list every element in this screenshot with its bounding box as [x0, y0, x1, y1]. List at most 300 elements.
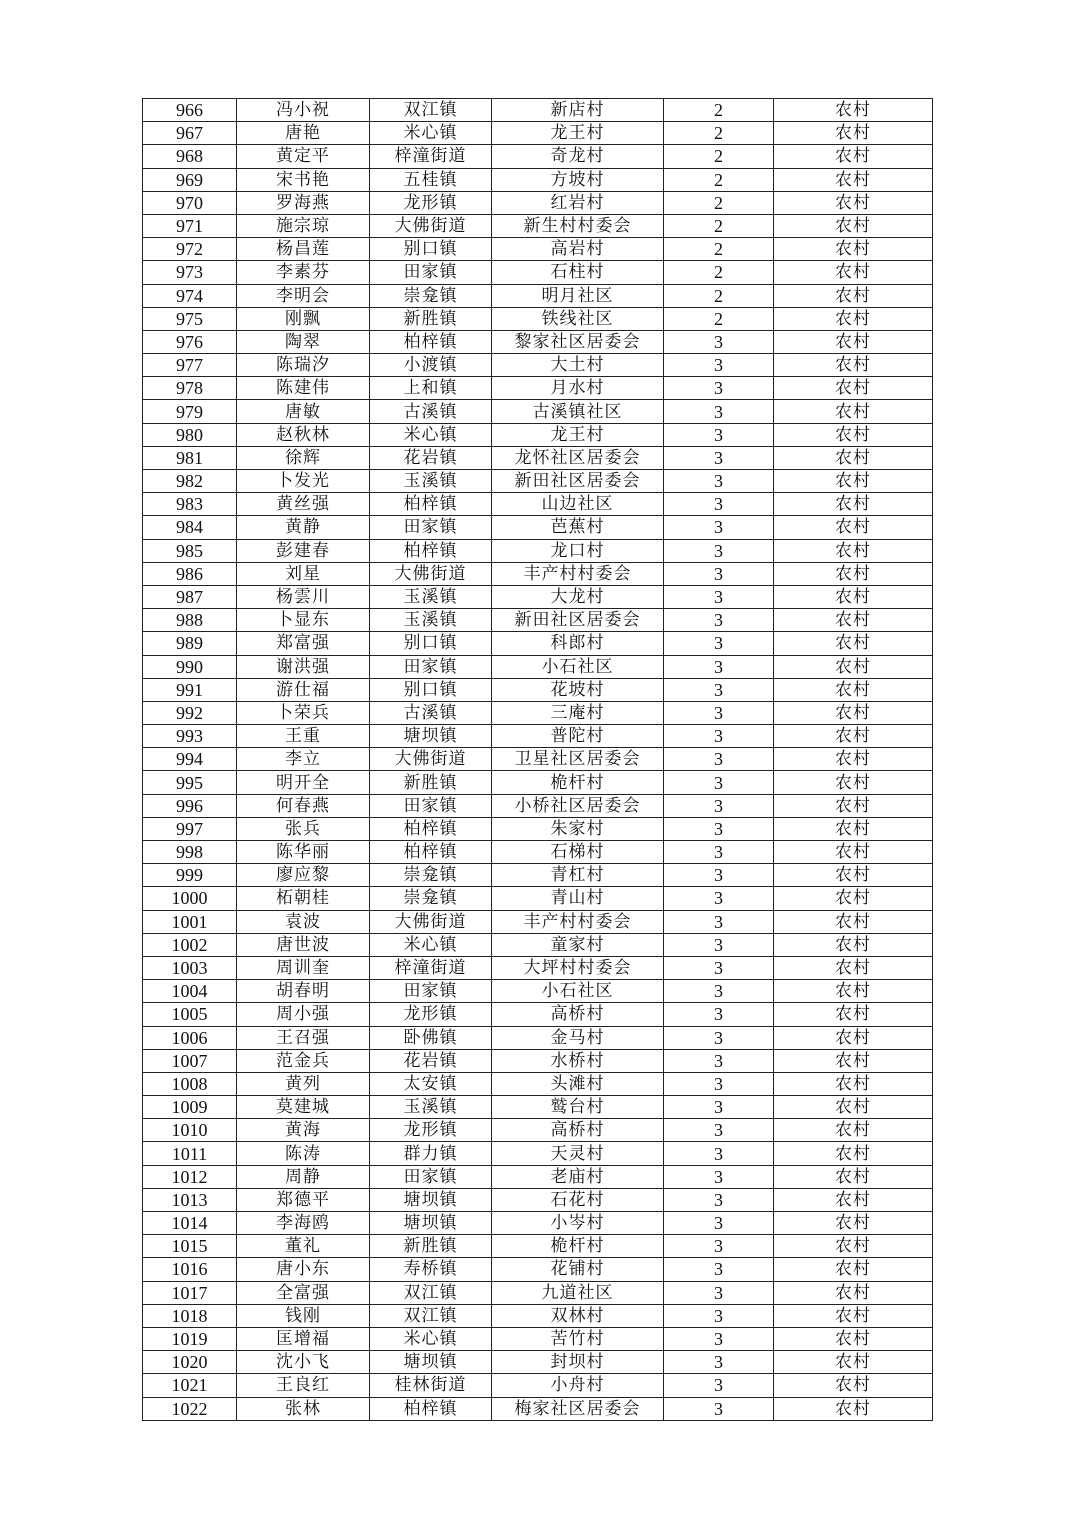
village-name: 小石社区	[492, 980, 664, 1003]
row-number: 1009	[143, 1096, 237, 1119]
table-row	[143, 400, 933, 423]
town-name: 塘坝镇	[370, 1212, 492, 1235]
table-row	[143, 1072, 933, 1095]
count-value: 3	[664, 794, 774, 817]
category-value: 农村	[774, 354, 933, 377]
town-name: 田家镇	[370, 980, 492, 1003]
row-number: 996	[143, 794, 237, 817]
town-name: 米心镇	[370, 423, 492, 446]
count-value: 3	[664, 1374, 774, 1397]
category-value: 农村	[774, 168, 933, 191]
town-name: 玉溪镇	[370, 609, 492, 632]
village-name: 龙怀社区居委会	[492, 446, 664, 469]
person-name: 卜荣兵	[237, 701, 370, 724]
count-value: 3	[664, 1235, 774, 1258]
person-name: 唐艳	[237, 122, 370, 145]
person-name: 周静	[237, 1165, 370, 1188]
table-row	[143, 1281, 933, 1304]
table-row	[143, 1235, 933, 1258]
person-name: 刘星	[237, 562, 370, 585]
row-number: 1008	[143, 1072, 237, 1095]
town-name: 崇龛镇	[370, 864, 492, 887]
row-number: 1017	[143, 1281, 237, 1304]
row-number: 998	[143, 841, 237, 864]
village-name: 鹫台村	[492, 1096, 664, 1119]
row-number: 990	[143, 655, 237, 678]
category-value: 农村	[774, 701, 933, 724]
category-value: 农村	[774, 1096, 933, 1119]
row-number: 970	[143, 191, 237, 214]
count-value: 3	[664, 493, 774, 516]
person-name: 黄静	[237, 516, 370, 539]
count-value: 3	[664, 539, 774, 562]
town-name: 新胜镇	[370, 771, 492, 794]
village-name: 桅杆村	[492, 1235, 664, 1258]
table-row	[143, 214, 933, 237]
category-value: 农村	[774, 632, 933, 655]
category-value: 农村	[774, 400, 933, 423]
row-number: 967	[143, 122, 237, 145]
person-name: 陈华丽	[237, 841, 370, 864]
category-value: 农村	[774, 817, 933, 840]
count-value: 2	[664, 307, 774, 330]
row-number: 983	[143, 493, 237, 516]
count-value: 3	[664, 1119, 774, 1142]
village-name: 童家村	[492, 933, 664, 956]
table-row	[143, 585, 933, 608]
village-name: 龙王村	[492, 423, 664, 446]
village-name: 桅杆村	[492, 771, 664, 794]
count-value: 3	[664, 470, 774, 493]
count-value: 3	[664, 1212, 774, 1235]
person-name: 周训奎	[237, 956, 370, 979]
village-name: 奇龙村	[492, 145, 664, 168]
village-name: 新田社区居委会	[492, 609, 664, 632]
person-name: 沈小飞	[237, 1351, 370, 1374]
table-row	[143, 1327, 933, 1350]
category-value: 农村	[774, 864, 933, 887]
village-name: 三庵村	[492, 701, 664, 724]
person-name: 李立	[237, 748, 370, 771]
town-name: 田家镇	[370, 1165, 492, 1188]
category-value: 农村	[774, 1212, 933, 1235]
village-name: 山边社区	[492, 493, 664, 516]
row-number: 1013	[143, 1188, 237, 1211]
category-value: 农村	[774, 678, 933, 701]
count-value: 3	[664, 771, 774, 794]
table-row	[143, 354, 933, 377]
town-name: 柏梓镇	[370, 493, 492, 516]
person-name: 李明会	[237, 284, 370, 307]
person-name: 卜显东	[237, 609, 370, 632]
town-name: 玉溪镇	[370, 470, 492, 493]
person-name: 王重	[237, 725, 370, 748]
row-number: 1015	[143, 1235, 237, 1258]
town-name: 新胜镇	[370, 307, 492, 330]
village-name: 高桥村	[492, 1119, 664, 1142]
category-value: 农村	[774, 655, 933, 678]
person-name: 胡春明	[237, 980, 370, 1003]
table-row	[143, 655, 933, 678]
village-name: 天灵村	[492, 1142, 664, 1165]
table-row	[143, 377, 933, 400]
count-value: 3	[664, 423, 774, 446]
count-value: 3	[664, 910, 774, 933]
category-value: 农村	[774, 1258, 933, 1281]
town-name: 玉溪镇	[370, 1096, 492, 1119]
row-number: 1022	[143, 1397, 237, 1420]
person-name: 周小强	[237, 1003, 370, 1026]
row-number: 989	[143, 632, 237, 655]
category-value: 农村	[774, 1281, 933, 1304]
row-number: 1021	[143, 1374, 237, 1397]
table-row	[143, 864, 933, 887]
person-name: 赵秋林	[237, 423, 370, 446]
person-name: 卜发光	[237, 470, 370, 493]
count-value: 3	[664, 1049, 774, 1072]
category-value: 农村	[774, 956, 933, 979]
category-value: 农村	[774, 516, 933, 539]
count-value: 2	[664, 122, 774, 145]
table-row	[143, 632, 933, 655]
category-value: 农村	[774, 609, 933, 632]
town-name: 别口镇	[370, 632, 492, 655]
town-name: 古溪镇	[370, 701, 492, 724]
person-name: 陈涛	[237, 1142, 370, 1165]
row-number: 1003	[143, 956, 237, 979]
row-number: 993	[143, 725, 237, 748]
person-name: 唐世波	[237, 933, 370, 956]
category-value: 农村	[774, 771, 933, 794]
count-value: 2	[664, 261, 774, 284]
town-name: 群力镇	[370, 1142, 492, 1165]
category-value: 农村	[774, 1235, 933, 1258]
count-value: 3	[664, 748, 774, 771]
row-number: 1006	[143, 1026, 237, 1049]
table-row	[143, 1165, 933, 1188]
person-name: 唐敏	[237, 400, 370, 423]
town-name: 别口镇	[370, 678, 492, 701]
village-name: 头滩村	[492, 1072, 664, 1095]
row-number: 979	[143, 400, 237, 423]
category-value: 农村	[774, 284, 933, 307]
village-name: 古溪镇社区	[492, 400, 664, 423]
count-value: 2	[664, 99, 774, 122]
village-name: 老庙村	[492, 1165, 664, 1188]
village-name: 铁线社区	[492, 307, 664, 330]
category-value: 农村	[774, 841, 933, 864]
count-value: 3	[664, 585, 774, 608]
town-name: 双江镇	[370, 1281, 492, 1304]
category-value: 农村	[774, 377, 933, 400]
category-value: 农村	[774, 191, 933, 214]
village-name: 红岩村	[492, 191, 664, 214]
person-name: 郑德平	[237, 1188, 370, 1211]
count-value: 3	[664, 1258, 774, 1281]
person-name: 杨昌莲	[237, 238, 370, 261]
table-row	[143, 678, 933, 701]
village-name: 芭蕉村	[492, 516, 664, 539]
count-value: 3	[664, 609, 774, 632]
person-name: 匡增福	[237, 1327, 370, 1350]
category-value: 农村	[774, 887, 933, 910]
town-name: 太安镇	[370, 1072, 492, 1095]
table-row	[143, 168, 933, 191]
town-name: 龙形镇	[370, 1119, 492, 1142]
row-number: 988	[143, 609, 237, 632]
village-name: 青杠村	[492, 864, 664, 887]
village-name: 水桥村	[492, 1049, 664, 1072]
row-number: 1004	[143, 980, 237, 1003]
table-row	[143, 122, 933, 145]
village-name: 高岩村	[492, 238, 664, 261]
person-name: 黄丝强	[237, 493, 370, 516]
count-value: 2	[664, 191, 774, 214]
count-value: 3	[664, 377, 774, 400]
town-name: 桂林街道	[370, 1374, 492, 1397]
table-row	[143, 1142, 933, 1165]
town-name: 五桂镇	[370, 168, 492, 191]
category-value: 农村	[774, 1142, 933, 1165]
person-name: 钱刚	[237, 1304, 370, 1327]
row-number: 1005	[143, 1003, 237, 1026]
category-value: 农村	[774, 470, 933, 493]
table-row	[143, 609, 933, 632]
table-row	[143, 933, 933, 956]
person-name: 李素芬	[237, 261, 370, 284]
village-name: 九道社区	[492, 1281, 664, 1304]
count-value: 3	[664, 817, 774, 840]
person-name: 董礼	[237, 1235, 370, 1258]
table-row	[143, 980, 933, 1003]
town-name: 大佛街道	[370, 748, 492, 771]
table-row	[143, 191, 933, 214]
town-name: 大佛街道	[370, 562, 492, 585]
count-value: 2	[664, 168, 774, 191]
town-name: 龙形镇	[370, 1003, 492, 1026]
person-name: 施宗琼	[237, 214, 370, 237]
person-name: 李海鸥	[237, 1212, 370, 1235]
town-name: 柏梓镇	[370, 841, 492, 864]
town-name: 大佛街道	[370, 910, 492, 933]
village-name: 科郎村	[492, 632, 664, 655]
row-number: 1016	[143, 1258, 237, 1281]
roster-table-body	[143, 99, 933, 1421]
table-row	[143, 145, 933, 168]
table-row	[143, 446, 933, 469]
table-row	[143, 284, 933, 307]
count-value: 2	[664, 214, 774, 237]
person-name: 范金兵	[237, 1049, 370, 1072]
village-name: 新田社区居委会	[492, 470, 664, 493]
village-name: 封坝村	[492, 1351, 664, 1374]
count-value: 3	[664, 655, 774, 678]
table-row	[143, 562, 933, 585]
town-name: 塘坝镇	[370, 1351, 492, 1374]
count-value: 3	[664, 354, 774, 377]
town-name: 大佛街道	[370, 214, 492, 237]
table-row	[143, 794, 933, 817]
category-value: 农村	[774, 562, 933, 585]
row-number: 980	[143, 423, 237, 446]
count-value: 3	[664, 1072, 774, 1095]
roster-table	[142, 98, 933, 1421]
village-name: 花铺村	[492, 1258, 664, 1281]
row-number: 1011	[143, 1142, 237, 1165]
row-number: 1001	[143, 910, 237, 933]
table-row	[143, 307, 933, 330]
count-value: 3	[664, 1188, 774, 1211]
row-number: 1000	[143, 887, 237, 910]
count-value: 3	[664, 446, 774, 469]
category-value: 农村	[774, 423, 933, 446]
row-number: 981	[143, 446, 237, 469]
table-row	[143, 956, 933, 979]
village-name: 新生村村委会	[492, 214, 664, 237]
person-name: 张兵	[237, 817, 370, 840]
row-number: 978	[143, 377, 237, 400]
category-value: 农村	[774, 307, 933, 330]
category-value: 农村	[774, 1188, 933, 1211]
count-value: 3	[664, 1096, 774, 1119]
count-value: 3	[664, 1142, 774, 1165]
category-value: 农村	[774, 122, 933, 145]
person-name: 徐辉	[237, 446, 370, 469]
person-name: 王召强	[237, 1026, 370, 1049]
row-number: 999	[143, 864, 237, 887]
category-value: 农村	[774, 794, 933, 817]
category-value: 农村	[774, 1351, 933, 1374]
person-name: 冯小祝	[237, 99, 370, 122]
category-value: 农村	[774, 933, 933, 956]
row-number: 1020	[143, 1351, 237, 1374]
town-name: 塘坝镇	[370, 1188, 492, 1211]
count-value: 3	[664, 1351, 774, 1374]
person-name: 杨雲川	[237, 585, 370, 608]
village-name: 石梯村	[492, 841, 664, 864]
person-name: 陈瑞汐	[237, 354, 370, 377]
town-name: 田家镇	[370, 261, 492, 284]
village-name: 普陀村	[492, 725, 664, 748]
town-name: 梓潼街道	[370, 956, 492, 979]
row-number: 974	[143, 284, 237, 307]
town-name: 小渡镇	[370, 354, 492, 377]
village-name: 龙王村	[492, 122, 664, 145]
village-name: 方坡村	[492, 168, 664, 191]
count-value: 3	[664, 1165, 774, 1188]
village-name: 月水村	[492, 377, 664, 400]
row-number: 995	[143, 771, 237, 794]
category-value: 农村	[774, 1119, 933, 1142]
town-name: 米心镇	[370, 933, 492, 956]
row-number: 977	[143, 354, 237, 377]
village-name: 大坪村村委会	[492, 956, 664, 979]
count-value: 2	[664, 145, 774, 168]
village-name: 苦竹村	[492, 1327, 664, 1350]
row-number: 976	[143, 330, 237, 353]
count-value: 3	[664, 516, 774, 539]
category-value: 农村	[774, 99, 933, 122]
category-value: 农村	[774, 910, 933, 933]
table-row	[143, 1096, 933, 1119]
row-number: 1014	[143, 1212, 237, 1235]
row-number: 994	[143, 748, 237, 771]
village-name: 丰产村村委会	[492, 910, 664, 933]
count-value: 3	[664, 841, 774, 864]
table-row	[143, 423, 933, 446]
category-value: 农村	[774, 145, 933, 168]
village-name: 丰产村村委会	[492, 562, 664, 585]
person-name: 莫建城	[237, 1096, 370, 1119]
row-number: 1002	[143, 933, 237, 956]
row-number: 975	[143, 307, 237, 330]
person-name: 罗海燕	[237, 191, 370, 214]
village-name: 大土村	[492, 354, 664, 377]
town-name: 双江镇	[370, 1304, 492, 1327]
town-name: 柏梓镇	[370, 817, 492, 840]
person-name: 廖应黎	[237, 864, 370, 887]
row-number: 968	[143, 145, 237, 168]
person-name: 黄列	[237, 1072, 370, 1095]
table-row	[143, 1397, 933, 1420]
town-name: 花岩镇	[370, 446, 492, 469]
person-name: 张林	[237, 1397, 370, 1420]
person-name: 柘朝桂	[237, 887, 370, 910]
table-row	[143, 539, 933, 562]
village-name: 石花村	[492, 1188, 664, 1211]
village-name: 新店村	[492, 99, 664, 122]
count-value: 3	[664, 933, 774, 956]
town-name: 田家镇	[370, 655, 492, 678]
table-row	[143, 470, 933, 493]
town-name: 双江镇	[370, 99, 492, 122]
table-row	[143, 1258, 933, 1281]
village-name: 青山村	[492, 887, 664, 910]
table-row	[143, 238, 933, 261]
table-row	[143, 817, 933, 840]
village-name: 双林村	[492, 1304, 664, 1327]
category-value: 农村	[774, 539, 933, 562]
town-name: 龙形镇	[370, 191, 492, 214]
table-row	[143, 99, 933, 122]
category-value: 农村	[774, 1327, 933, 1350]
town-name: 柏梓镇	[370, 330, 492, 353]
village-name: 小桥社区居委会	[492, 794, 664, 817]
category-value: 农村	[774, 585, 933, 608]
row-number: 985	[143, 539, 237, 562]
row-number: 987	[143, 585, 237, 608]
table-row	[143, 910, 933, 933]
town-name: 寿桥镇	[370, 1258, 492, 1281]
count-value: 3	[664, 678, 774, 701]
table-row	[143, 748, 933, 771]
row-number: 972	[143, 238, 237, 261]
table-row	[143, 1188, 933, 1211]
person-name: 黄定平	[237, 145, 370, 168]
town-name: 柏梓镇	[370, 539, 492, 562]
count-value: 3	[664, 864, 774, 887]
category-value: 农村	[774, 1374, 933, 1397]
category-value: 农村	[774, 446, 933, 469]
category-value: 农村	[774, 980, 933, 1003]
person-name: 黄海	[237, 1119, 370, 1142]
row-number: 1019	[143, 1327, 237, 1350]
table-row	[143, 1049, 933, 1072]
village-name: 小石社区	[492, 655, 664, 678]
person-name: 谢洪强	[237, 655, 370, 678]
village-name: 高桥村	[492, 1003, 664, 1026]
town-name: 崇龛镇	[370, 284, 492, 307]
